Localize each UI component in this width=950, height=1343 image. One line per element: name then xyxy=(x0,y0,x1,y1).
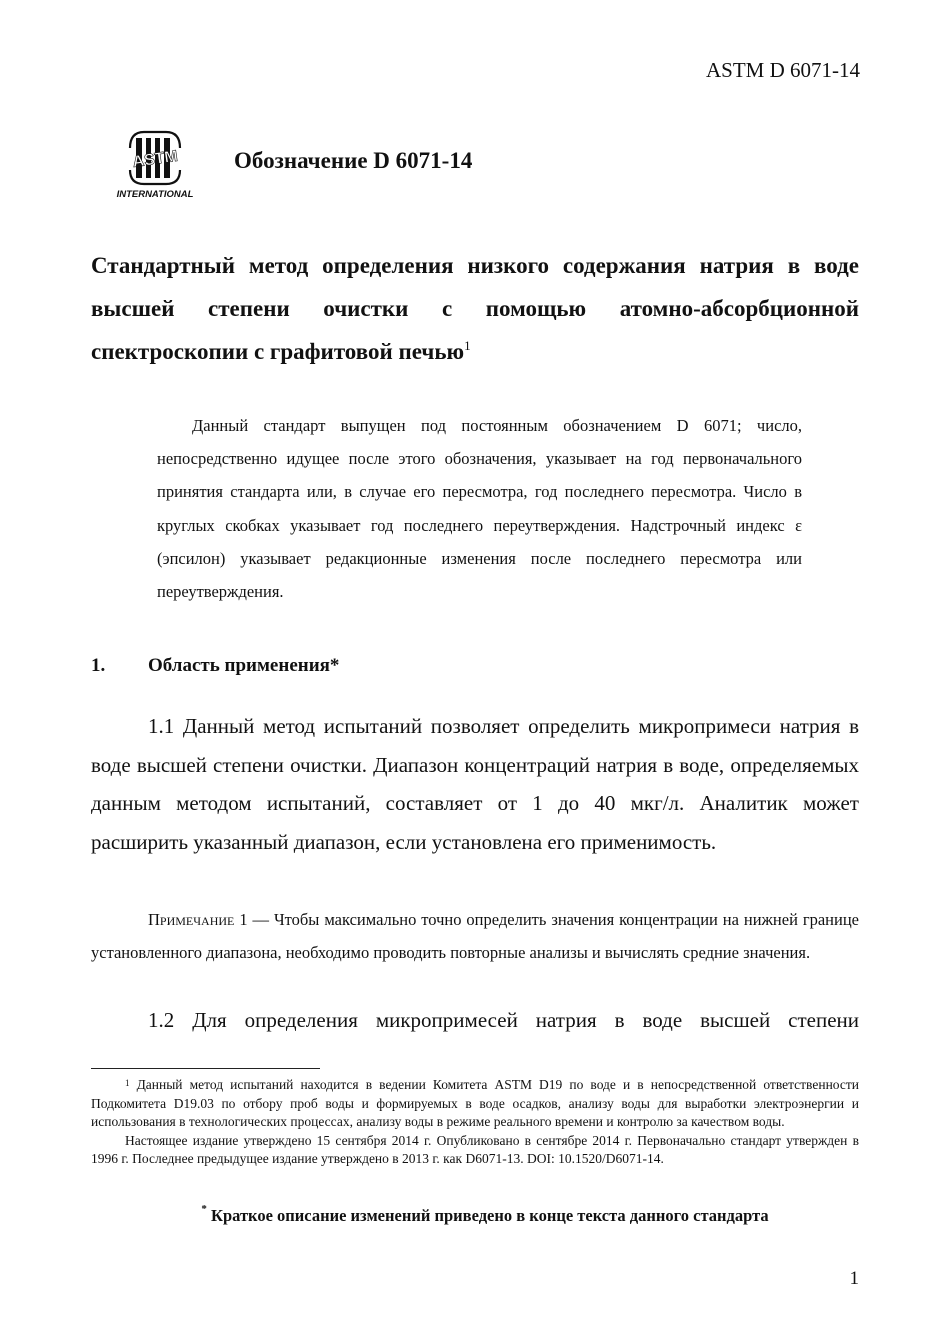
paragraph-1-2-text: 1.2 Для определения микропримесей натрия в воде высшей степени xyxy=(148,1008,859,1032)
page-number: 1 xyxy=(849,1268,859,1289)
designation-heading: Обозначение D 6071-14 xyxy=(234,148,473,173)
standard-title-text: Стандартный метод определения низкого содержания натрия в воде высшей степени очистки с помощью атомно-абсорбционной спектроскопии с графитовой печью xyxy=(91,253,859,364)
intro-text: Данный стандарт выпущен под постоянным обозначением D 6071; число, непосредственно идущее после этого обозначения, указывает на год первоначального принятия стандарта или, в случае его пересмотра, год последнего пересмотра. Число в круглых скобках указывает год последнего переутверждения. Надстрочный индекс ε (эпсилон) указывает редакционные изменения после последнего пересмотра или переутверждения. xyxy=(157,416,802,602)
footnote-1-mark: 1 xyxy=(125,1078,130,1088)
footnote-1-text: Данный метод испытаний находится в ведении Комитета ASTM D19 по воде и в непосредственной ответственности Подкомитета D19.03 по отбору проб воды и формируемых в воде осадков, анализу воды для выработки электроэнергии и использования в технологических процессах, анализу воды в режиме реального времени и контролю за качеством воды. xyxy=(91,1077,860,1130)
note-1 xyxy=(91,904,859,969)
standard-title xyxy=(91,244,859,373)
standard-code-header: ASTM D 6071-14 xyxy=(705,58,860,82)
title-footnote-mark: 1 xyxy=(464,338,471,353)
note-text: — Чтобы максимально точно определить значения концентрации на нижней границе установленного диапазона, необходимо проводить повторные анализы и вычислять средние значения. xyxy=(91,910,859,962)
changes-summary-text: Краткое описание изменений приведено в конце текста данного стандарта xyxy=(210,1206,769,1225)
footnote-divider xyxy=(91,1068,320,1069)
paragraph-1-2 xyxy=(91,1001,859,1040)
logo-international-text: INTERNATIONAL xyxy=(116,189,194,200)
paragraph-1-1-text: 1.1 Данный метод испытаний позволяет определить микропримеси натрия в воде высшей степени очистки. Диапазон концентраций натрия в воде, определяемых данным методом испытаний, составляет от 1 до 40 мкг/л. Аналитик может расширить указанный диапазон, если установлена его применимость. xyxy=(91,714,859,855)
footnote-1-edition: Настоящее издание утверждено 15 сентября 2014 г. Опубликовано в сентябре 2014 г. Первоначально стандарт утвержден в 1996 г. Последнее предыдущее издание утверждено в 2013 г. как D6071-13. DOI: 10.1520/D6071-14. xyxy=(91,1132,859,1167)
section-title: Область применения* xyxy=(148,655,340,676)
footnote-1 xyxy=(91,1076,859,1132)
changes-summary-note xyxy=(91,1203,859,1226)
footnotes xyxy=(91,1076,859,1169)
section-number: 1. xyxy=(91,655,106,676)
paragraph-1-1 xyxy=(91,707,859,862)
note-label: Примечание 1 xyxy=(148,910,248,929)
astm-logo xyxy=(114,126,196,200)
logo-mark-text: ASTM xyxy=(131,147,179,172)
intro-paragraph xyxy=(157,409,802,608)
changes-summary-mark: * xyxy=(201,1203,207,1215)
